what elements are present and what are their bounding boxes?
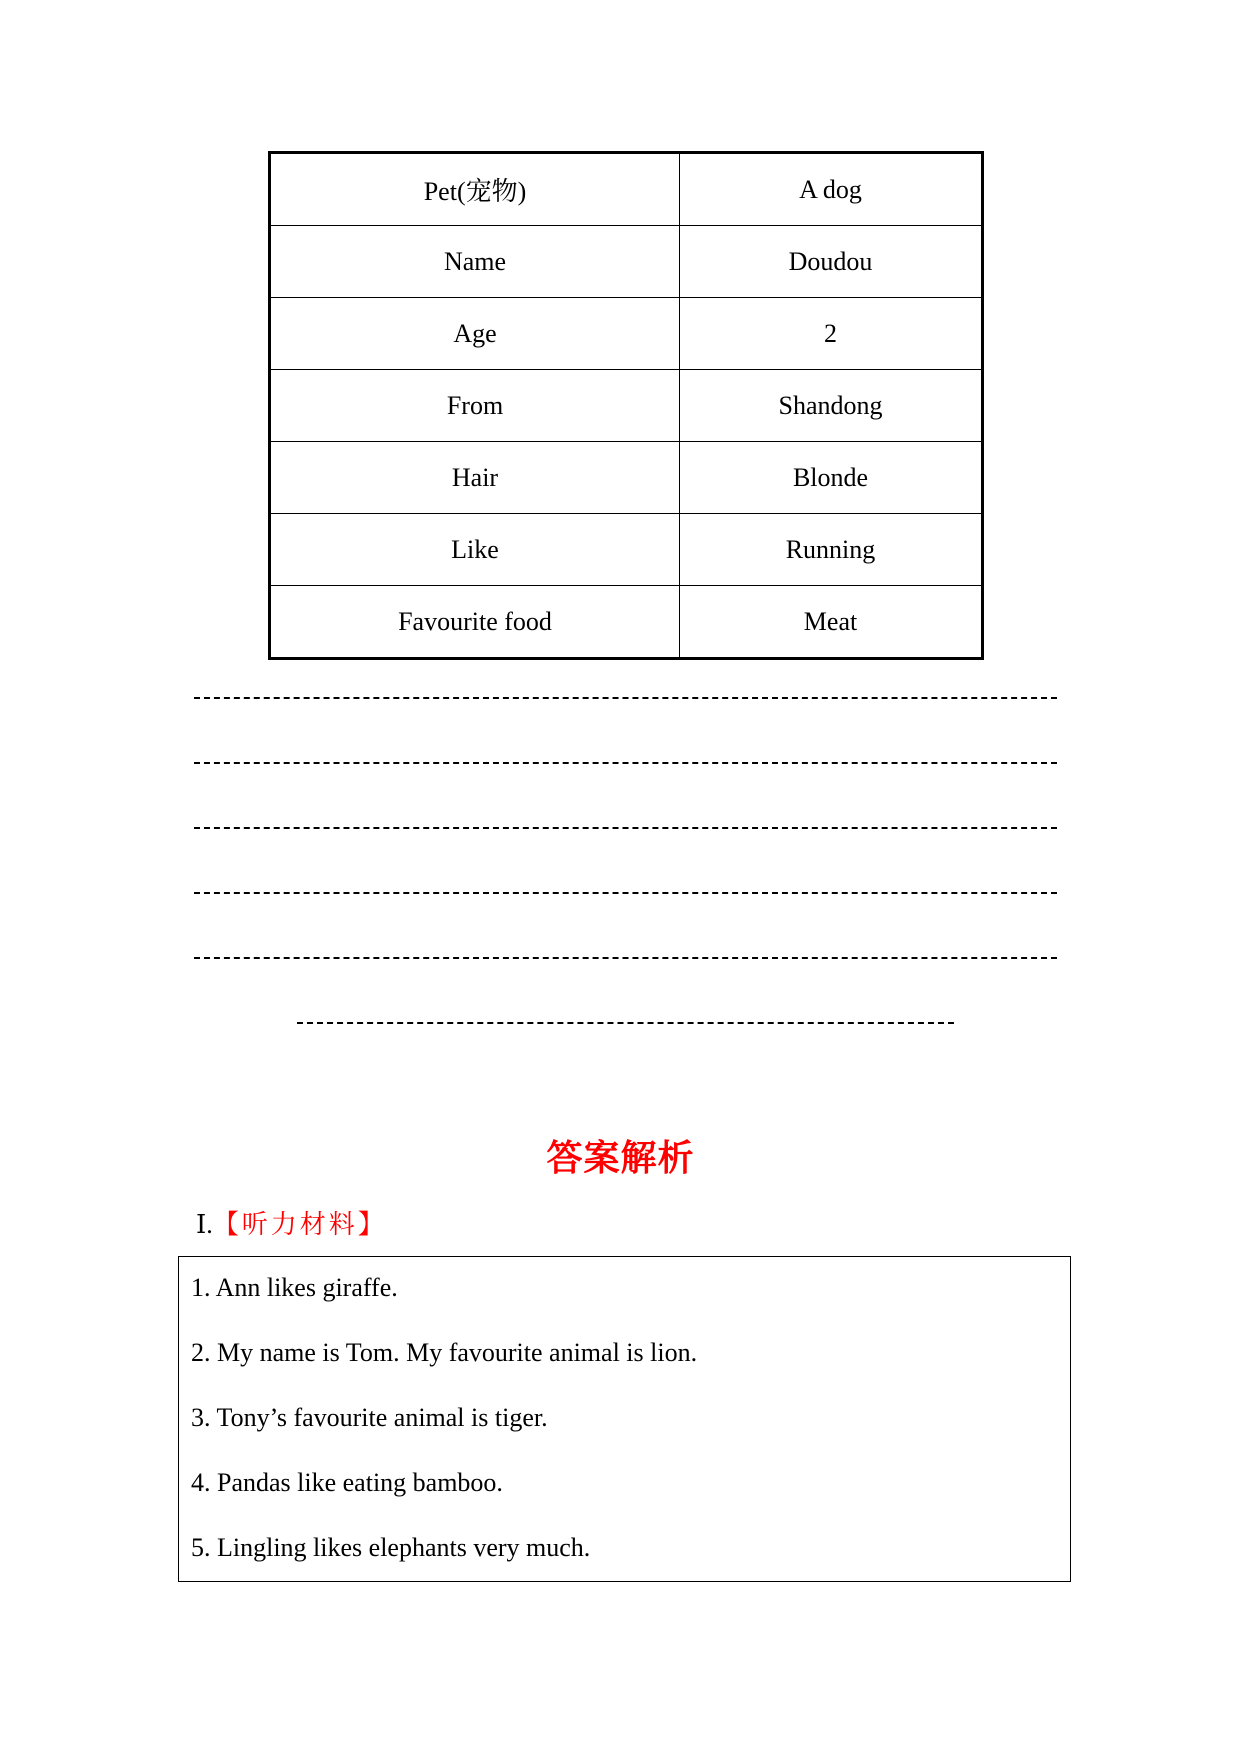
row-value: 2 (680, 298, 983, 370)
writing-line[interactable] (194, 697, 1057, 699)
section-number: Ⅰ. (196, 1210, 213, 1239)
row-label: Like (270, 514, 680, 586)
list-item: 3. Tony’s favourite animal is tiger. (191, 1403, 548, 1432)
table-row (270, 153, 983, 226)
list-item: 1. Ann likes giraffe. (191, 1273, 398, 1302)
list-item: 2. My name is Tom. My favourite animal is lion. (191, 1338, 698, 1367)
row-label: Name (270, 226, 680, 298)
list-item: 5. Lingling likes elephants very much. (191, 1533, 591, 1562)
pet-info-table (268, 151, 984, 660)
row-value: Meat (680, 586, 983, 659)
row-label: Favourite food (270, 586, 680, 659)
table-row (270, 298, 983, 370)
table-row (270, 226, 983, 298)
listening-material-box (178, 1256, 1071, 1582)
row-value: Blonde (680, 442, 983, 514)
section-heading (196, 1204, 387, 1241)
writing-line[interactable] (194, 892, 1057, 894)
row-label: From (270, 370, 680, 442)
writing-line[interactable] (194, 827, 1057, 829)
table-row (270, 370, 983, 442)
row-value: Shandong (680, 370, 983, 442)
writing-line[interactable] (297, 1022, 954, 1024)
row-value: A dog (680, 153, 983, 226)
table-row (270, 586, 983, 659)
writing-line[interactable] (194, 957, 1057, 959)
row-value: Doudou (680, 226, 983, 298)
table-row (270, 514, 983, 586)
list-item: 4. Pandas like eating bamboo. (191, 1468, 503, 1497)
row-label: Pet(宠物) (270, 153, 680, 226)
row-value: Running (680, 514, 983, 586)
row-label: Age (270, 298, 680, 370)
writing-line[interactable] (194, 762, 1057, 764)
row-label: Hair (270, 442, 680, 514)
section-label: 【听力材料】 (212, 1210, 387, 1239)
answer-analysis-title: 答案解析 (546, 1138, 695, 1178)
table-row (270, 442, 983, 514)
